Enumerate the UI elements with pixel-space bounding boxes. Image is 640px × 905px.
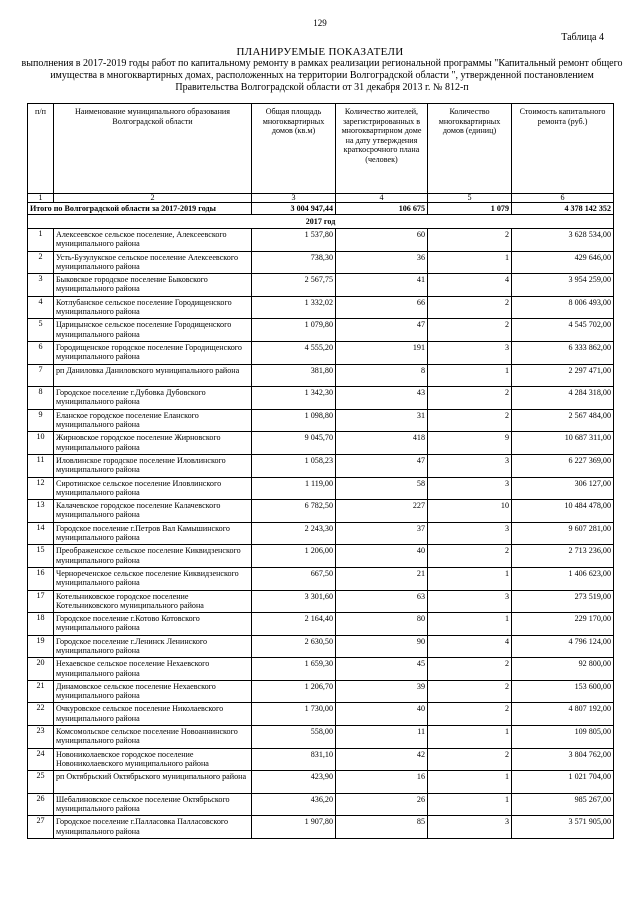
column-number: 1 xyxy=(28,194,54,203)
row-area: 2 164,40 xyxy=(252,613,336,636)
row-area: 738,30 xyxy=(252,251,336,274)
row-cost: 4 807 192,00 xyxy=(512,703,614,726)
row-area: 1 206,00 xyxy=(252,545,336,568)
row-houses: 3 xyxy=(428,477,512,500)
row-municipality: Городское поселение г.Палласовка Палласовского муниципального района xyxy=(54,816,252,839)
row-houses: 2 xyxy=(428,229,512,252)
row-cost: 2 567 484,00 xyxy=(512,409,614,432)
table-row xyxy=(28,251,614,274)
row-cost: 1 406 623,00 xyxy=(512,567,614,590)
row-cost: 109 805,00 xyxy=(512,726,614,749)
row-houses: 2 xyxy=(428,319,512,342)
table-row xyxy=(28,477,614,500)
row-cost: 2 297 471,00 xyxy=(512,364,614,387)
row-cost: 3 571 905,00 xyxy=(512,816,614,839)
row-cost: 229 170,00 xyxy=(512,613,614,636)
row-number: 3 xyxy=(28,274,54,297)
header-area: Общая площадь многоквартирных домов (кв.м) xyxy=(252,104,336,194)
row-residents: 63 xyxy=(336,590,428,613)
row-municipality: Царицынское сельское поселение Городищенского муниципального района xyxy=(54,319,252,342)
row-number: 22 xyxy=(28,703,54,726)
header-cost: Стоимость капитального ремонта (руб.) xyxy=(512,104,614,194)
row-municipality: рп Октябрьский Октябрьского муниципального района xyxy=(54,771,252,794)
row-houses: 9 xyxy=(428,432,512,455)
row-number: 1 xyxy=(28,229,54,252)
row-municipality: Очкуровское сельское поселение Николаевского муниципального района xyxy=(54,703,252,726)
row-residents: 31 xyxy=(336,409,428,432)
row-number: 9 xyxy=(28,409,54,432)
row-houses: 2 xyxy=(428,387,512,410)
row-cost: 2 713 236,00 xyxy=(512,545,614,568)
row-residents: 41 xyxy=(336,274,428,297)
table-row xyxy=(28,432,614,455)
row-municipality: Калачевское городское поселение Калачевского муниципального района xyxy=(54,500,252,523)
document-subtitle: выполнения в 2017-2019 годы работ по капитальному ремонту в рамках реализации региональной программы "Капитальный ремонт общего имущества в многоквартирных домах, расположенных на территории Волгоградской области ", утвержденной постановлением Правительства Волгоградской области от 31 декабря 2013 г. № 812-п xyxy=(21,58,623,93)
row-area: 9 045,70 xyxy=(252,432,336,455)
column-number: 2 xyxy=(54,194,252,203)
row-houses: 3 xyxy=(428,590,512,613)
row-houses: 1 xyxy=(428,793,512,816)
table-row xyxy=(28,635,614,658)
row-residents: 39 xyxy=(336,680,428,703)
row-residents: 227 xyxy=(336,500,428,523)
row-area: 2 243,30 xyxy=(252,522,336,545)
table-row xyxy=(28,545,614,568)
table-row xyxy=(28,703,614,726)
row-area: 558,00 xyxy=(252,726,336,749)
row-residents: 418 xyxy=(336,432,428,455)
total-area: 3 004 947,44 xyxy=(252,203,336,215)
header-municipality: Наименование муниципального образования Волгоградской области xyxy=(54,104,252,194)
table-row xyxy=(28,522,614,545)
row-municipality: Комсомольское сельское поселение Новоаннинского муниципального района xyxy=(54,726,252,749)
row-houses: 3 xyxy=(428,341,512,364)
table-row xyxy=(28,613,614,636)
row-municipality: Новониколаевское городское поселение Новониколаевского муниципального района xyxy=(54,748,252,771)
row-municipality: Городское поселение г.Котово Котовского муниципального района xyxy=(54,613,252,636)
row-number: 12 xyxy=(28,477,54,500)
row-municipality: Шебалиновское сельское поселение Октябрьского муниципального района xyxy=(54,793,252,816)
row-houses: 2 xyxy=(428,545,512,568)
row-number: 14 xyxy=(28,522,54,545)
row-number: 25 xyxy=(28,771,54,794)
row-area: 1 659,30 xyxy=(252,658,336,681)
row-residents: 11 xyxy=(336,726,428,749)
row-cost: 6 227 369,00 xyxy=(512,454,614,477)
header-residents: Количество жителей, зарегистрированных в многоквартирном доме на дату утверждения краткосрочного плана (человек) xyxy=(336,104,428,194)
row-municipality: Котельниковское городское поселение Котельниковского муниципального района xyxy=(54,590,252,613)
row-houses: 3 xyxy=(428,816,512,839)
row-area: 6 782,50 xyxy=(252,500,336,523)
row-residents: 16 xyxy=(336,771,428,794)
total-residents: 106 675 xyxy=(336,203,428,215)
total-houses: 1 079 xyxy=(428,203,512,215)
row-number: 8 xyxy=(28,387,54,410)
row-number: 5 xyxy=(28,319,54,342)
row-cost: 3 954 259,00 xyxy=(512,274,614,297)
table-row xyxy=(28,341,614,364)
row-houses: 1 xyxy=(428,771,512,794)
header-number: п/п xyxy=(28,104,54,194)
table-row xyxy=(28,319,614,342)
row-residents: 8 xyxy=(336,364,428,387)
row-number: 2 xyxy=(28,251,54,274)
column-number-row xyxy=(28,194,614,203)
row-area: 436,20 xyxy=(252,793,336,816)
row-municipality: Еланское городское поселение Еланского муниципального района xyxy=(54,409,252,432)
row-number: 4 xyxy=(28,296,54,319)
row-number: 10 xyxy=(28,432,54,455)
header-houses: Количество многоквартирных домов (единиц) xyxy=(428,104,512,194)
row-number: 7 xyxy=(28,364,54,387)
row-houses: 2 xyxy=(428,409,512,432)
row-number: 19 xyxy=(28,635,54,658)
row-area: 1 119,00 xyxy=(252,477,336,500)
row-municipality: Быковское городское поселение Быковского муниципального района xyxy=(54,274,252,297)
row-cost: 3 804 762,00 xyxy=(512,748,614,771)
table-row xyxy=(28,726,614,749)
row-number: 17 xyxy=(28,590,54,613)
row-municipality: Городское поселение г.Петров Вал Камышинского муниципального района xyxy=(54,522,252,545)
row-residents: 26 xyxy=(336,793,428,816)
row-municipality: Котлубанское сельское поселение Городищенского муниципального района xyxy=(54,296,252,319)
row-area: 1 098,80 xyxy=(252,409,336,432)
row-residents: 40 xyxy=(336,545,428,568)
row-number: 20 xyxy=(28,658,54,681)
row-area: 2 567,75 xyxy=(252,274,336,297)
table-row xyxy=(28,387,614,410)
row-area: 4 555,20 xyxy=(252,341,336,364)
row-houses: 2 xyxy=(428,748,512,771)
row-residents: 60 xyxy=(336,229,428,252)
row-number: 18 xyxy=(28,613,54,636)
table-row xyxy=(28,454,614,477)
row-area: 1 206,70 xyxy=(252,680,336,703)
row-number: 27 xyxy=(28,816,54,839)
row-residents: 58 xyxy=(336,477,428,500)
row-houses: 2 xyxy=(428,296,512,319)
row-cost: 6 333 862,00 xyxy=(512,341,614,364)
row-residents: 42 xyxy=(336,748,428,771)
row-area: 381,80 xyxy=(252,364,336,387)
row-cost: 1 021 704,00 xyxy=(512,771,614,794)
row-number: 16 xyxy=(28,567,54,590)
row-cost: 4 545 702,00 xyxy=(512,319,614,342)
row-residents: 40 xyxy=(336,703,428,726)
row-number: 24 xyxy=(28,748,54,771)
column-number: 3 xyxy=(252,194,336,203)
row-residents: 43 xyxy=(336,387,428,410)
row-cost: 10 687 311,00 xyxy=(512,432,614,455)
row-number: 26 xyxy=(28,793,54,816)
row-residents: 80 xyxy=(336,613,428,636)
row-municipality: Динамовское сельское поселение Нехаевского муниципального района xyxy=(54,680,252,703)
table-row xyxy=(28,816,614,839)
row-area: 1 730,00 xyxy=(252,703,336,726)
total-cost: 4 378 142 352 xyxy=(512,203,614,215)
row-municipality: Городское поселение г.Дубовка Дубовского муниципального района xyxy=(54,387,252,410)
row-area: 423,90 xyxy=(252,771,336,794)
total-label: Итого по Волгоградской области за 2017-2019 годы xyxy=(28,203,252,215)
row-municipality: Усть-Бузулукское сельское поселение Алексеевского муниципального района xyxy=(54,251,252,274)
table-row xyxy=(28,409,614,432)
row-municipality: Городское поселение г.Ленинск Ленинского муниципального района xyxy=(54,635,252,658)
total-row xyxy=(28,203,614,215)
row-cost: 306 127,00 xyxy=(512,477,614,500)
row-cost: 4 796 124,00 xyxy=(512,635,614,658)
row-area: 831,10 xyxy=(252,748,336,771)
row-area: 1 537,80 xyxy=(252,229,336,252)
document-title: ПЛАНИРУЕМЫЕ ПОКАЗАТЕЛИ xyxy=(236,46,404,58)
table-row xyxy=(28,567,614,590)
table-label: Таблица 4 xyxy=(561,32,604,43)
row-residents: 45 xyxy=(336,658,428,681)
row-area: 1 332,02 xyxy=(252,296,336,319)
row-area: 2 630,50 xyxy=(252,635,336,658)
table-row xyxy=(28,296,614,319)
row-number: 6 xyxy=(28,341,54,364)
row-number: 13 xyxy=(28,500,54,523)
row-residents: 21 xyxy=(336,567,428,590)
table-row xyxy=(28,500,614,523)
row-area: 667,50 xyxy=(252,567,336,590)
row-cost: 92 800,00 xyxy=(512,658,614,681)
year-row xyxy=(28,215,614,229)
row-houses: 1 xyxy=(428,567,512,590)
row-area: 1 907,80 xyxy=(252,816,336,839)
row-residents: 37 xyxy=(336,522,428,545)
indicators-table xyxy=(27,103,614,839)
row-residents: 47 xyxy=(336,319,428,342)
row-houses: 3 xyxy=(428,522,512,545)
table-row xyxy=(28,680,614,703)
row-municipality: Алексеевское сельское поселение, Алексеевского муниципального района xyxy=(54,229,252,252)
row-number: 15 xyxy=(28,545,54,568)
row-number: 21 xyxy=(28,680,54,703)
row-houses: 4 xyxy=(428,635,512,658)
row-municipality: Сиротинское сельское поселение Иловлинского муниципального района xyxy=(54,477,252,500)
row-number: 23 xyxy=(28,726,54,749)
row-municipality: Нехаевское сельское поселение Нехаевского муниципального района xyxy=(54,658,252,681)
row-houses: 3 xyxy=(428,454,512,477)
header-row xyxy=(28,104,614,194)
row-houses: 2 xyxy=(428,703,512,726)
table-row xyxy=(28,590,614,613)
table-row xyxy=(28,364,614,387)
row-residents: 36 xyxy=(336,251,428,274)
row-cost: 9 607 281,00 xyxy=(512,522,614,545)
row-area: 1 079,80 xyxy=(252,319,336,342)
page-number: 129 xyxy=(313,18,327,28)
row-residents: 85 xyxy=(336,816,428,839)
row-houses: 2 xyxy=(428,658,512,681)
row-houses: 4 xyxy=(428,274,512,297)
table-row xyxy=(28,274,614,297)
row-municipality: Иловлинское городское поселение Иловлинского муниципального района xyxy=(54,454,252,477)
row-cost: 273 519,00 xyxy=(512,590,614,613)
table-row xyxy=(28,748,614,771)
row-cost: 153 600,00 xyxy=(512,680,614,703)
row-area: 1 342,30 xyxy=(252,387,336,410)
row-cost: 985 267,00 xyxy=(512,793,614,816)
table-row xyxy=(28,793,614,816)
column-number: 6 xyxy=(512,194,614,203)
row-municipality: Городищенское городское поселение Городищенского муниципального района xyxy=(54,341,252,364)
row-residents: 66 xyxy=(336,296,428,319)
row-number: 11 xyxy=(28,454,54,477)
row-municipality: Чернореченское сельское поселение Киквидзенского муниципального района xyxy=(54,567,252,590)
row-municipality: Жирновское городское поселение Жирновского муниципального района xyxy=(54,432,252,455)
row-houses: 1 xyxy=(428,251,512,274)
table-row xyxy=(28,658,614,681)
row-municipality: Преображенское сельское поселение Киквидзенского муниципального района xyxy=(54,545,252,568)
row-cost: 8 006 493,00 xyxy=(512,296,614,319)
row-area: 3 301,60 xyxy=(252,590,336,613)
row-houses: 1 xyxy=(428,726,512,749)
row-cost: 4 284 318,00 xyxy=(512,387,614,410)
row-houses: 1 xyxy=(428,364,512,387)
row-houses: 2 xyxy=(428,680,512,703)
row-area: 1 058,23 xyxy=(252,454,336,477)
table-row xyxy=(28,229,614,252)
row-cost: 3 628 534,00 xyxy=(512,229,614,252)
row-residents: 191 xyxy=(336,341,428,364)
row-residents: 47 xyxy=(336,454,428,477)
row-houses: 10 xyxy=(428,500,512,523)
row-residents: 90 xyxy=(336,635,428,658)
row-municipality: рп Даниловка Даниловского муниципального района xyxy=(54,364,252,387)
table-row xyxy=(28,771,614,794)
row-cost: 429 646,00 xyxy=(512,251,614,274)
column-number: 4 xyxy=(336,194,428,203)
year-label: 2017 год xyxy=(28,215,614,229)
column-number: 5 xyxy=(428,194,512,203)
row-houses: 1 xyxy=(428,613,512,636)
row-cost: 10 484 478,00 xyxy=(512,500,614,523)
